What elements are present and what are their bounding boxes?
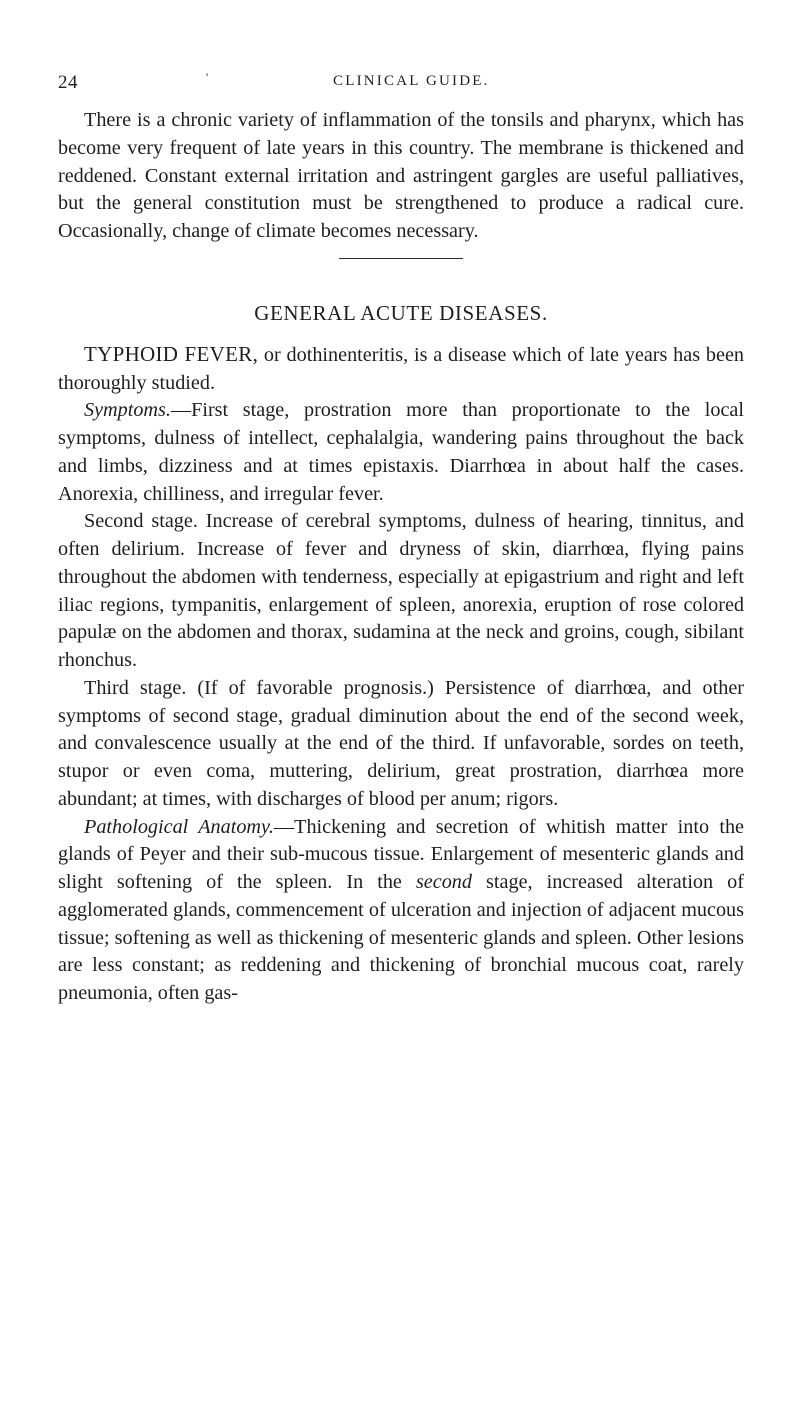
section-heading: GENERAL ACUTE DISEASES. [254,300,548,325]
pathology-text-1: —Thickening and secretion of whitish matter into the glands of Peyer and their sub-mucous tissue. Enlargement of mesenteric glands and slight softening of the spleen. In the [58,815,744,893]
running-head [58,72,742,94]
symptoms-label: Symptoms. [84,399,171,422]
section-divider [339,258,463,259]
body-text [58,107,744,1008]
symptoms-paragraph [58,397,744,508]
intro-paragraph: There is a chronic variety of inflammation of the tonsils and pharynx, which has become very frequent of late years in this country. The membrane is thickened and reddened. Constant external irritation and astringent gargles are useful palliatives, but the general constitution must be strengthened to produce a radical cure. Occasionally, change of climate becomes necessary. [58,109,744,242]
running-title: CLINICAL GUIDE. [333,73,490,89]
pathology-paragraph [58,814,744,1008]
symptoms-text: —First stage, prostration more than proportionate to the local symptoms, dulness of intellect, cephalalgia, wandering pains throughout the back and limbs, dizziness and at times epistaxis. Diarrhœa in about half the cases. Anorexia, chilliness, and irregular fever. [58,399,744,505]
pathology-label: Pathological Anatomy. [84,815,274,838]
second-stage-paragraph: Second stage. Increase of cerebral symptoms, dulness of hearing, tinnitus, and often delirium. Increase of fever and dryness of skin, diarrhœa, flying pains throughout the abdomen with tenderness, especially at epigastrium and right and left iliac regions, tympanitis, enlargement of spleen, anorexia, eruption of rose colored papulæ on the abdomen and thorax, sudamina at the neck and groins, cough, sibilant rhonchus. [58,510,744,671]
disease-name: TYPHOID FEVER, [84,341,259,366]
stray-mark: ' [206,70,209,84]
third-stage-paragraph: Third stage. (If of favorable prognosis.) Persistence of diarrhœa, and other symptoms of second stage, gradual diminution about the end of the second week, and convalescence usually at the end of the third. If unfavorable, sordes on teeth, stupor or even coma, muttering, delirium, great prostration, diarrhœa more abundant; at times, with discharges of blood per anum; rigors. [58,676,744,810]
pathology-emphasis: second [415,871,472,893]
typhoid-intro-paragraph [58,341,744,398]
typhoid-intro-text: or dothinenteritis, is a disease which of late years has been thoroughly studied. [58,343,744,394]
page-number: 24 [58,72,78,93]
pathology-text-2: stage, increased alteration of agglomerated glands, commencement of ulceration and injection of adjacent mucous tissue; softening as well as thickening of mesenteric glands and spleen. Other lesions are less constant; as reddening and thickening of bronchial mucous coat, rarely pneumonia, often gas- [58,871,744,1004]
